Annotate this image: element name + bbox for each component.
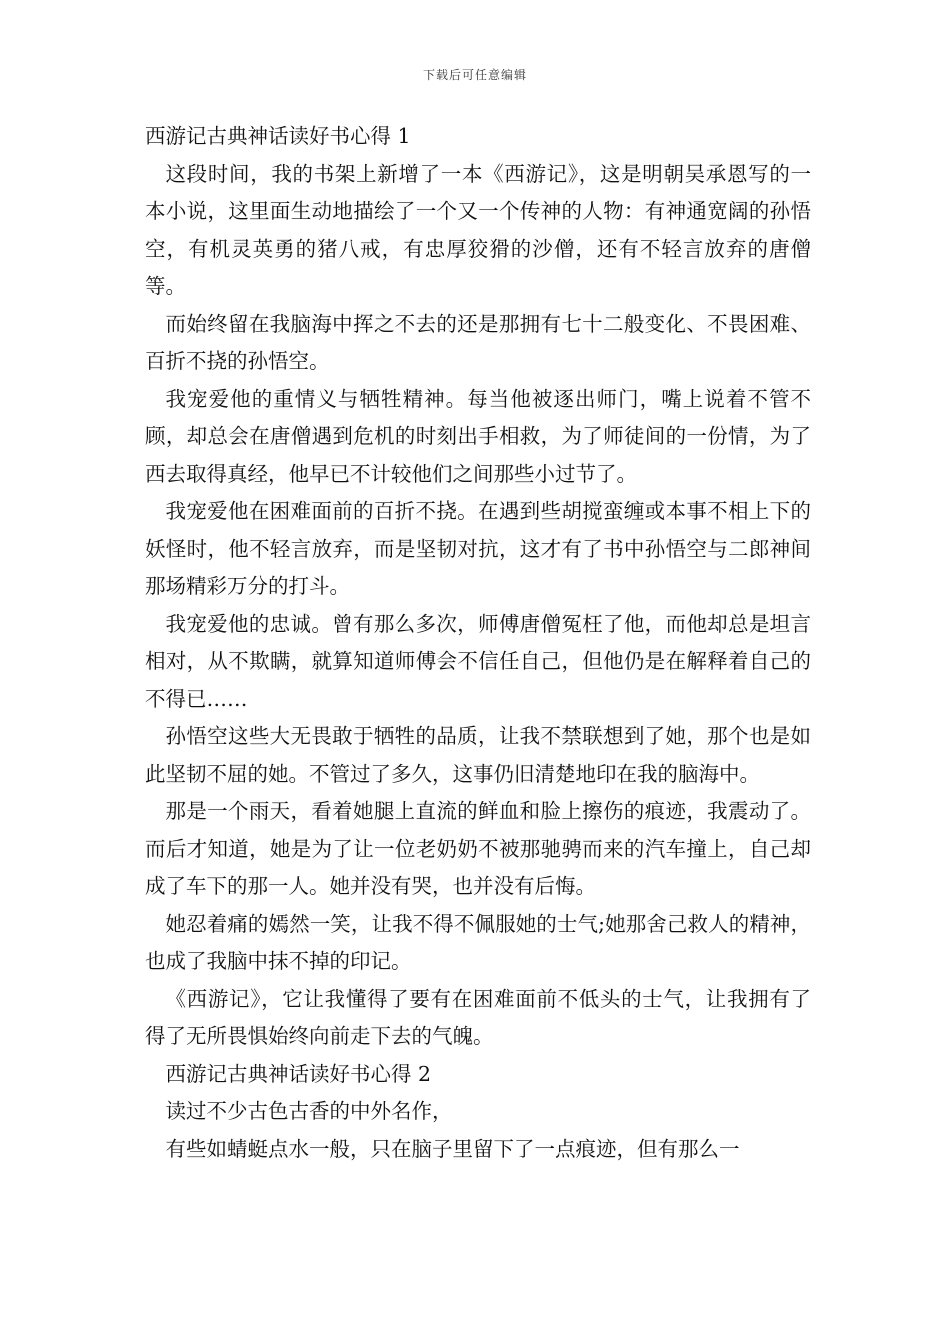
paragraph: 读过不少古色古香的中外名作， [165, 1099, 453, 1123]
paragraph: 那是一个雨天，看着她腿上直流的鲜血和脸上擦伤的痕迹，我震动了。而后才知道，她是为了让一位老奶奶不被那驰骋而来的汽车撞上，自己却成了车下的那一人。她并没有哭，也并没有后悔。 [145, 799, 811, 898]
paragraph: 我宠爱他的重情义与牺牲精神。每当他被逐出师门，嘴上说着不管不顾，却总会在唐僧遇到危机的时刻出手相救，为了师徒间的一份情，为了西去取得真经，他早已不计较他们之间那些小过节了。 [145, 386, 811, 486]
document-body [145, 118, 811, 1168]
section-title-1: 西游记古典神话读好书心得 1 [145, 124, 411, 148]
paragraph: 《西游记》，它让我懂得了要有在困难面前不低头的士气，让我拥有了得了无所畏惧始终向前走下去的气魄。 [145, 986, 811, 1048]
paragraph: 我宠爱他在困难面前的百折不挠。在遇到些胡搅蛮缠或本事不相上下的妖怪时，他不轻言放弃，而是坚韧对抗，这才有了书中孙悟空与二郎神间那场精彩万分的打斗。 [145, 499, 811, 598]
section-title-2: 西游记古典神话读好书心得 2 [165, 1061, 432, 1086]
page-header: 下载后可任意编辑 [422, 68, 527, 82]
paragraph: 而始终留在我脑海中挥之不去的还是那拥有七十二般变化、不畏困难、百折不挠的孙悟空。 [145, 311, 811, 373]
paragraph: 孙悟空这些大无畏敢于牺牲的品质，让我不禁联想到了她，那个也是如此坚韧不屈的她。不管过了多久，这事仍旧清楚地印在我的脑海中。 [145, 724, 811, 786]
paragraph: 她忍着痛的嫣然一笑，让我不得不佩服她的士气;她那舍己救人的精神，也成了我脑中抹不掉的印记。 [145, 911, 811, 973]
paragraph: 这段时间，我的书架上新增了一本《西游记》，这是明朝吴承恩写的一本小说，这里面生动地描绘了一个又一个传神的人物：有神通宽阔的孙悟空，有机灵英勇的猪八戒，有忠厚狡猾的沙僧，还有不轻言放弃的唐僧等。 [145, 161, 811, 298]
paragraph: 有些如蜻蜓点水一般，只在脑子里留下了一点痕迹，但有那么一 [165, 1136, 740, 1161]
paragraph: 我宠爱他的忠诚。曾有那么多次，师傅唐僧冤枉了他，而他却总是坦言相对，从不欺瞒，就算知道师傅会不信任自己，但他仍是在解释着自己的不得已…… [145, 611, 811, 711]
